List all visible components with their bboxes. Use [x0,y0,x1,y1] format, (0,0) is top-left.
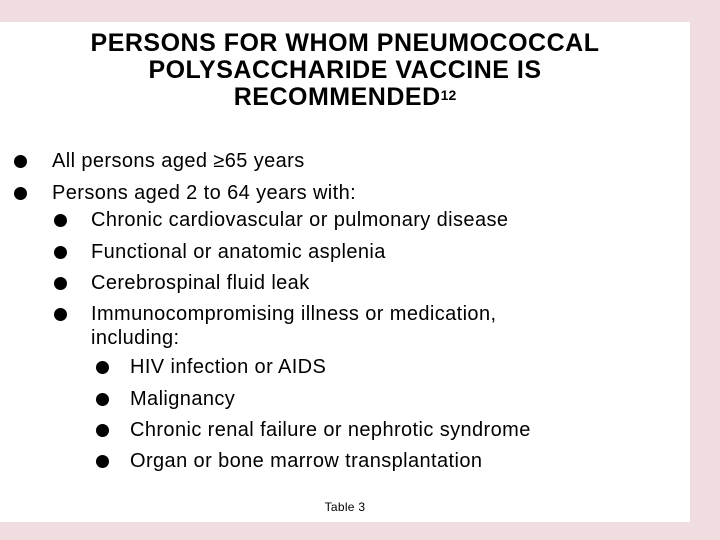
slide-title [0,30,690,111]
title-line-1: PERSONS FOR WHOM PNEUMOCOCCAL [90,29,600,57]
title-line-2: POLYSACCHARIDE VACCINE IS [148,56,542,84]
bullet-icon [96,424,109,437]
bullet-icon [54,214,67,227]
list-item-renal: Chronic renal failure or nephrotic syndrome [130,419,531,441]
bullet-icon [54,246,67,259]
bullet-icon [14,155,27,168]
title-line-3: RECOMMENDED [233,83,441,111]
list-item-including: including: [91,327,180,349]
bullet-icon [96,455,109,468]
bullet-icon [54,277,67,290]
bullet-icon [54,308,67,321]
list-item-csf-leak: Cerebrospinal fluid leak [91,272,310,294]
table-caption: Table 3 [324,500,366,514]
bullet-icon [96,393,109,406]
list-item-cardiovascular: Chronic cardiovascular or pulmonary disease [91,209,509,231]
list-item-all-persons: All persons aged ≥65 years [52,150,305,172]
list-item-immunocompromising: Immunocompromising illness or medication, [91,303,497,325]
list-item-asplenia: Functional or anatomic asplenia [91,241,386,263]
list-item-malignancy: Malignancy [130,388,236,410]
slide [0,22,690,522]
list-item-hiv: HIV infection or AIDS [130,356,327,378]
bullet-icon [14,187,27,200]
title-reference-superscript: 12 [440,87,457,103]
list-item-transplant: Organ or bone marrow transplantation [130,450,483,472]
bullet-icon [96,361,109,374]
list-item-persons-2-to-64: Persons aged 2 to 64 years with: [52,182,357,204]
